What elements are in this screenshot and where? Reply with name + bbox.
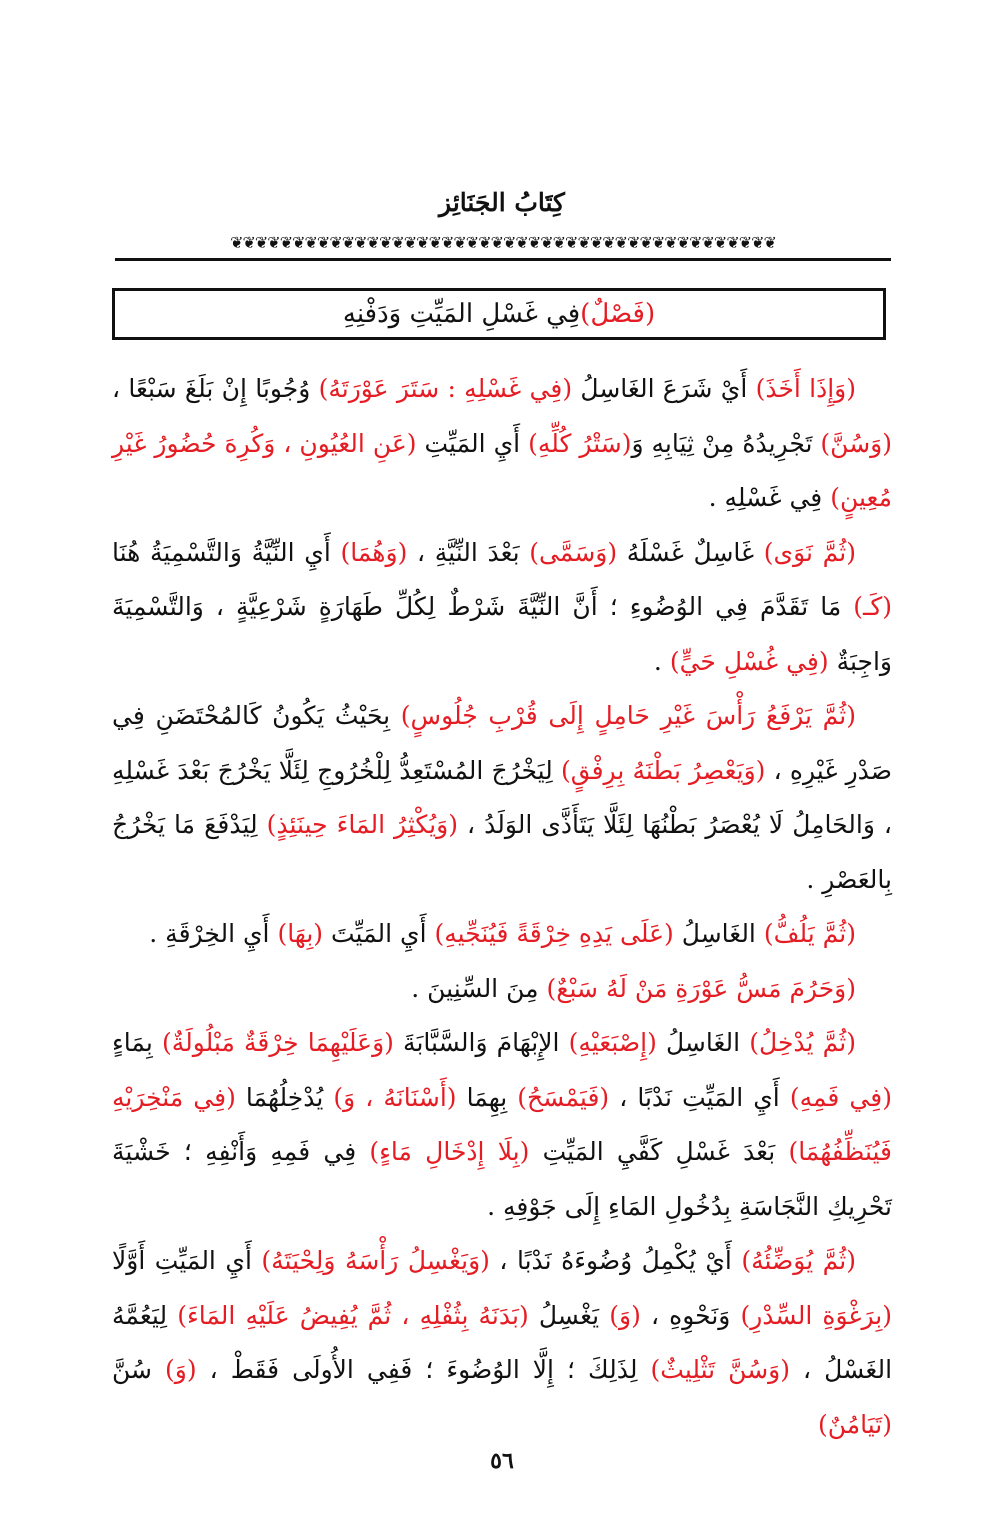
matn-text: (عَلَى يَدِهِ خِرْقَةً فَيُنَجِّيهِ): [434, 919, 674, 948]
matn-text: (ثُمَّ نَوَى): [763, 537, 856, 567]
matn-text: (بِرَغْوَةِ السِّدْرِ): [740, 1300, 893, 1330]
sharh-text: لِيَدْفَعَ مَا يَخْرُجُ بِالعَصْرِ .: [112, 810, 892, 894]
matn-text: (فِي غُسْلِ حَيٍّ): [669, 646, 829, 676]
matn-text: (وَيَغْسِلُ رَأْسَهُ وَلِحْيَتَهُ): [261, 1246, 490, 1275]
matn-text: (وَ): [165, 1355, 197, 1384]
matn-text: (ثُمَّ يَرْفَعُ رَأْسَ غَيْرِ حَامِلٍ إِلَى قُرْبِ جُلُوسٍ): [400, 701, 856, 730]
sharh-text: تَجْرِيدُهُ مِنْ ثِيَابِهِ وَ: [631, 428, 821, 458]
matn-text: (وَهُمَا): [340, 537, 408, 567]
matn-text: (فِي غَسْلِهِ : سَتَرَ عَوْرَتَهُ): [318, 374, 573, 403]
sharh-text: لِيَخْرُجَ المُسْتَعِدُّ لِلْخُرُوجِ لِئَلَّا يَخْرُجَ بَعْدَ غَسْلِهِ ، وَالحَامِلُ لَا يُعْصَرُ بَطْنُهَا لِئَلَّا يَتَأَذَّى الوَلَدُ ،: [112, 755, 893, 839]
sharh-text: أَيِ النِّيَّةُ وَالتَّسْمِيَةُ هُنَا: [112, 537, 341, 567]
matn-text: (سَتْرُ كُلِّهِ): [528, 428, 632, 458]
page-number: ٥٦: [490, 1448, 514, 1474]
paragraph: [112, 1234, 892, 1452]
matn-text: (فِي مَنْخِرَيْهِ فَيُنَظِّفُهُمَا): [112, 1082, 892, 1166]
sharh-text: يَغْسِلُ: [528, 1300, 610, 1330]
sharh-text: بَعْدَ النِّيَّةِ ،: [407, 537, 530, 567]
matn-text: (وَيُكْثِرُ المَاءَ حِينَئِذٍ): [266, 810, 458, 839]
sharh-text: أَيِ المَيِّتِ نَدْبًا ،: [609, 1082, 790, 1112]
matn-text: (وَحَرُمَ مَسُّ عَوْرَةِ مَنْ لَهُ سَبْعٌ): [546, 973, 856, 1003]
sharh-text: فِي فَمِهِ وَأَنْفِهِ ؛ خَشْيَةَ تَحْرِيكِ النَّجَاسَةِ بِدُخُولِ المَاءِ إِلَى جَوْفِهِ .: [112, 1137, 892, 1221]
ornamental-divider: ❦❦❦❦❦❦❦❦❦❦❦❦❦❦❦❦❦❦❦❦❦❦❦❦❦❦❦❦❦❦❦❦❦❦❦❦❦❦❦❦❦❦❦❦: [115, 228, 891, 261]
paragraph: [112, 362, 892, 526]
section-title: فِي غَسْلِ المَيِّتِ وَدَفْنِهِ: [342, 299, 581, 329]
matn-text: (عَنِ العُيُونِ ، وَكُرِهَ حُضُورُ غَيْرِ مُعِينٍ): [112, 428, 892, 512]
matn-text: (تَيَامُنٌ): [817, 1409, 892, 1439]
matn-text: (وَإِذَا أَخَذَ): [755, 374, 856, 403]
paragraph: [112, 1016, 892, 1234]
sharh-text: بِهِمَا: [456, 1082, 518, 1112]
sharh-text: أَيِ المَيِّتَ: [323, 919, 435, 948]
sharh-text: .: [653, 646, 670, 676]
matn-text: (وَ): [609, 1300, 641, 1330]
sharh-text: مِنَ السِّنِينَ .: [411, 973, 547, 1003]
sharh-text: أَيِ الخِرْقَةِ .: [149, 919, 278, 948]
matn-text: (فِي فَمِهِ): [789, 1082, 892, 1112]
sharh-text: فِي غَسْلِهِ .: [708, 483, 831, 512]
matn-text: (ثُمَّ يُدْخِلُ): [749, 1028, 856, 1057]
matn-text: (بِهَا): [277, 919, 324, 948]
book-title: كِتَابُ الجَنَائِز: [439, 188, 565, 217]
matn-text: (فَيَمْسَحُ): [517, 1082, 610, 1112]
paragraph: [112, 907, 892, 962]
sharh-text: وَنَحْوِهِ ،: [640, 1300, 741, 1330]
matn-text: (كَـ): [853, 592, 892, 621]
matn-text: (ثُمَّ يُوَضِّئُهُ): [741, 1246, 856, 1275]
matn-text: (أَسْنَانَهُ ، وَ): [333, 1082, 457, 1112]
sharh-text: أَيِ المَيِّتِ: [416, 428, 529, 458]
sharh-text: أَيْ شَرَعَ الغَاسِلُ: [572, 374, 756, 403]
matn-text: (ثُمَّ يَلُفُّ): [763, 919, 856, 948]
matn-text: (وَسُنَّ): [820, 428, 892, 458]
sharh-text: غَاسِلٌ غَسْلَهُ: [617, 537, 764, 567]
body-text: [112, 362, 892, 1452]
sharh-text: أَيْ يُكْمِلُ وُضُوءَهُ نَدْبًا ،: [489, 1246, 742, 1275]
sharh-text: أَيِ المَيِّتِ أَوَّلًا: [112, 1246, 262, 1275]
matn-text: (وَسَمَّى): [529, 537, 618, 567]
matn-text: (وَسُنَّ تَثْلِيثٌ): [650, 1355, 790, 1384]
matn-text: (إِصْبَعَيْهِ): [568, 1028, 657, 1057]
sharh-text: وُجُوبًا إِنْ بَلَغَ سَبْعًا ،: [112, 374, 319, 403]
matn-text: (بَدَنَهُ بِثُفْلِهِ ، ثُمَّ يُفِيضُ عَلَيْهِ المَاءَ): [177, 1300, 529, 1330]
sharh-text: لِذَلِكَ ؛ إِلَّا الوُضُوءَ ؛ فَفِي الأُولَى فَقَطْ ،: [196, 1355, 651, 1384]
sharh-text: لِيَعُمَّهُ الغَسْلُ ،: [112, 1300, 893, 1384]
matn-text: (بِلَا إِدْخَالِ مَاءٍ): [369, 1137, 530, 1166]
paragraph: [112, 962, 892, 1017]
section-label: (فَصْلٌ): [580, 299, 656, 329]
sharh-text: سُنَّ: [112, 1355, 166, 1384]
sharh-text: مَا تَقَدَّمَ فِي الوُضُوءِ ؛ أَنَّ النِّيَّةَ شَرْطٌ لِكُلِّ طَهَارَةٍ شَرْعِيَّةٍ ، وَالتَّسْمِيَةَ وَاجِبَةٌ: [112, 592, 892, 676]
matn-text: (وَعَلَيْهِمَا خِرْقَةٌ مَبْلُولَةٌ): [161, 1028, 394, 1057]
paragraph: [112, 689, 892, 907]
matn-text: (وَيَعْصِرُ بَطْنَهُ بِرِفْقٍ): [560, 755, 766, 785]
sharh-text: بِحَيْثُ يَكُونُ كَالمُحْتَضَنِ فِي صَدْرِ غَيْرِهِ ،: [112, 701, 893, 785]
section-heading-box: [112, 288, 886, 340]
paragraph: [112, 526, 892, 690]
sharh-text: بَعْدَ غَسْلِ كَفَّيِ المَيِّتِ: [529, 1137, 789, 1166]
sharh-text: الإِبْهَامَ وَالسَّبَّابَةَ: [393, 1028, 569, 1057]
sharh-text: بِمَاءٍ: [112, 1028, 162, 1057]
sharh-text: يُدْخِلُهُمَا: [235, 1082, 334, 1112]
sharh-text: الغَاسِلُ: [656, 1028, 750, 1057]
sharh-text: الغَاسِلُ: [673, 919, 764, 948]
